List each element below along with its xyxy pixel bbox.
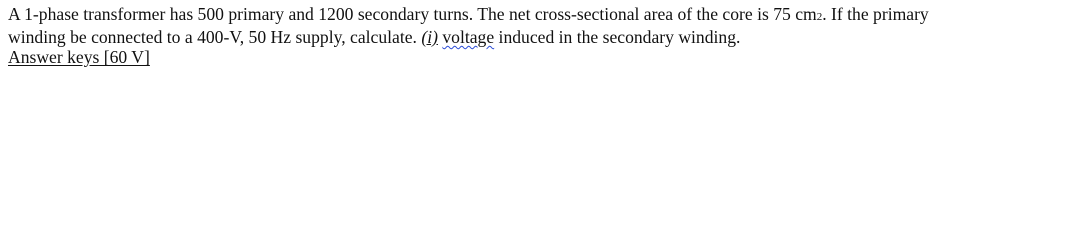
question-text-part-1: A 1-phase transformer has 500 primary and 1200 secondary turns. The net cross-sectional area of the core is 75 cm xyxy=(8,4,817,24)
question-text-part-4: induced in the secondary winding. xyxy=(494,27,741,47)
question-line-1 xyxy=(8,4,1058,27)
unit-superscript: 2 xyxy=(816,11,823,23)
answer-keys: Answer keys [60 V] xyxy=(8,47,150,67)
item-marker: (i) xyxy=(421,27,438,47)
question-document xyxy=(8,4,1058,67)
question-text-part-3: winding be connected to a 400-V, 50 Hz supply, calculate. xyxy=(8,27,422,47)
voltage-word: voltage xyxy=(442,27,495,47)
question-text-part-2: . If the primary xyxy=(822,4,929,24)
question-line-2 xyxy=(8,27,1058,47)
